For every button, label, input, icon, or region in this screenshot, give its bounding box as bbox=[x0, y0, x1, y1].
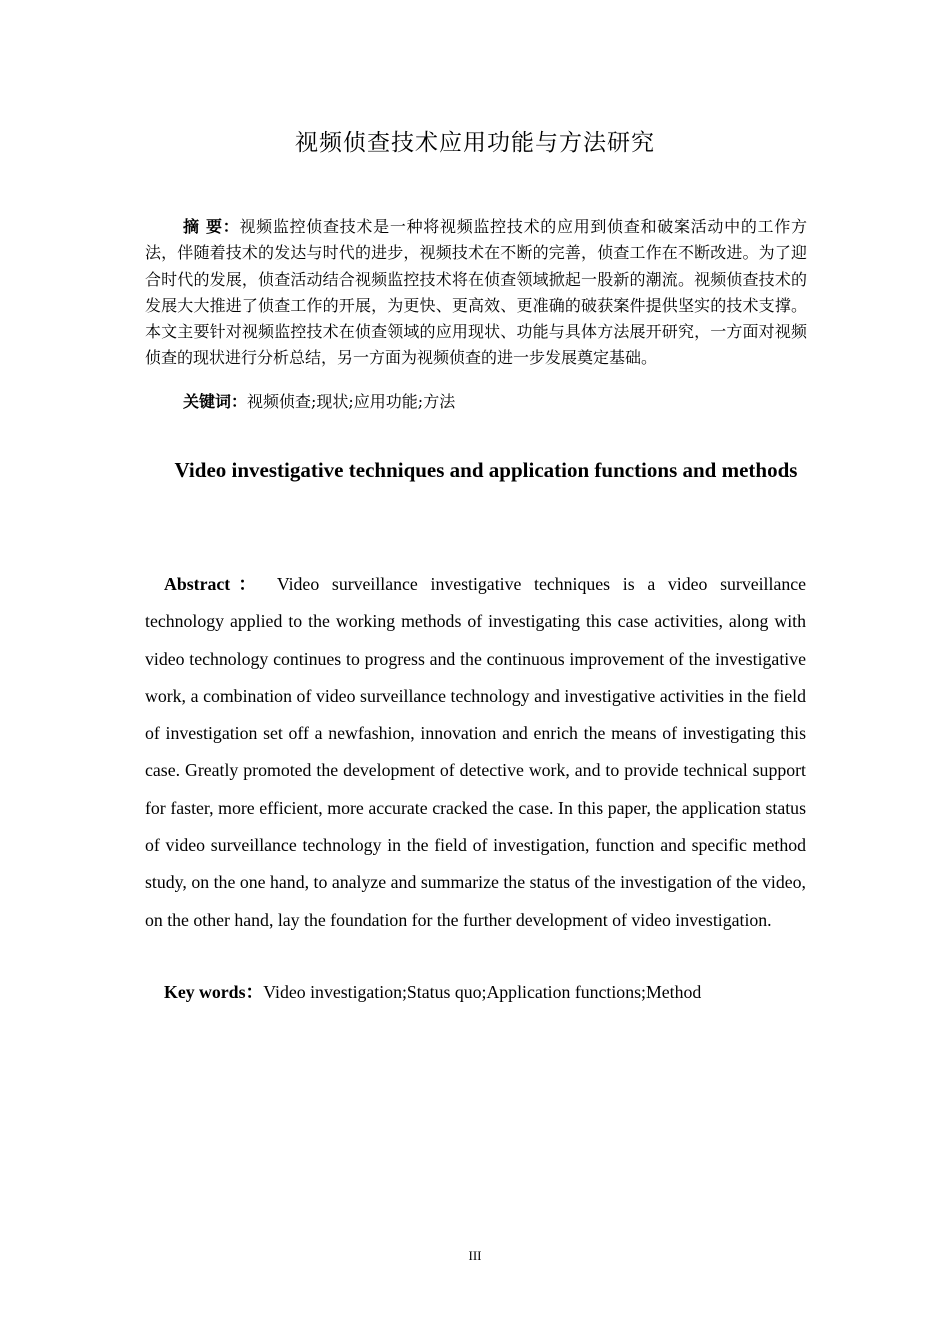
english-keywords-label: Key words： bbox=[164, 982, 264, 1002]
chinese-keywords-text: 视频侦查;现状;应用功能;方法 bbox=[247, 392, 456, 411]
chinese-title: 视频侦查技术应用功能与方法研究 bbox=[295, 130, 655, 156]
english-abstract bbox=[145, 566, 806, 939]
english-abstract-text: Video surveillance investigative techniques is a video surveillance technology applied to the working methods of investigating this case activities, along with video technology continues to progress and the continuous improvement of the investigative work, a combination of video surveillance technology and investigative activities in the field of investigation set off a newfashion, innovation and enrich the means of investigating this case. Greatly promoted the development of detective work, and to provide technical support for faster, more efficient, more accurate cracked the case. In this paper, the application status of video surveillance technology in the field of investigation, function and specific method study, on the one hand, to analyze and summarize the status of the investigation of the video, on the other hand, lay the foundation for the further development of video investigation. bbox=[145, 574, 807, 930]
english-abstract-label: Abstract： bbox=[164, 574, 265, 594]
page-number: III bbox=[468, 1248, 482, 1263]
english-keywords bbox=[164, 977, 701, 1007]
chinese-abstract-label: 摘 要： bbox=[183, 217, 240, 236]
english-keywords-text: Video investigation;Status quo;Application functions;Method bbox=[263, 982, 702, 1002]
english-title: Video investigative techniques and application functions and methods bbox=[174, 458, 798, 482]
chinese-keywords-label: 关键词： bbox=[183, 392, 248, 411]
chinese-abstract bbox=[145, 214, 807, 372]
chinese-keywords bbox=[183, 390, 455, 414]
chinese-abstract-text: 视频监控侦查技术是一种将视频监控技术的应用到侦查和破案活动中的工作方法，伴随着技术的发达与时代的进步，视频技术在不断的完善，侦查工作在不断改进。为了迎合时代的发展，侦查活动结合视频监控技术将在侦查领域掀起一股新的潮流。视频侦查技术的发展大大推进了侦查工作的开展，为更快、更高效、更准确的破获案件提供坚实的技术支撑。本文主要针对视频监控技术在侦查领域的应用现状、功能与具体方法展开研究，一方面对视频侦查的现状进行分析总结，另一方面为视频侦查的进一步发展奠定基础。 bbox=[145, 217, 807, 368]
